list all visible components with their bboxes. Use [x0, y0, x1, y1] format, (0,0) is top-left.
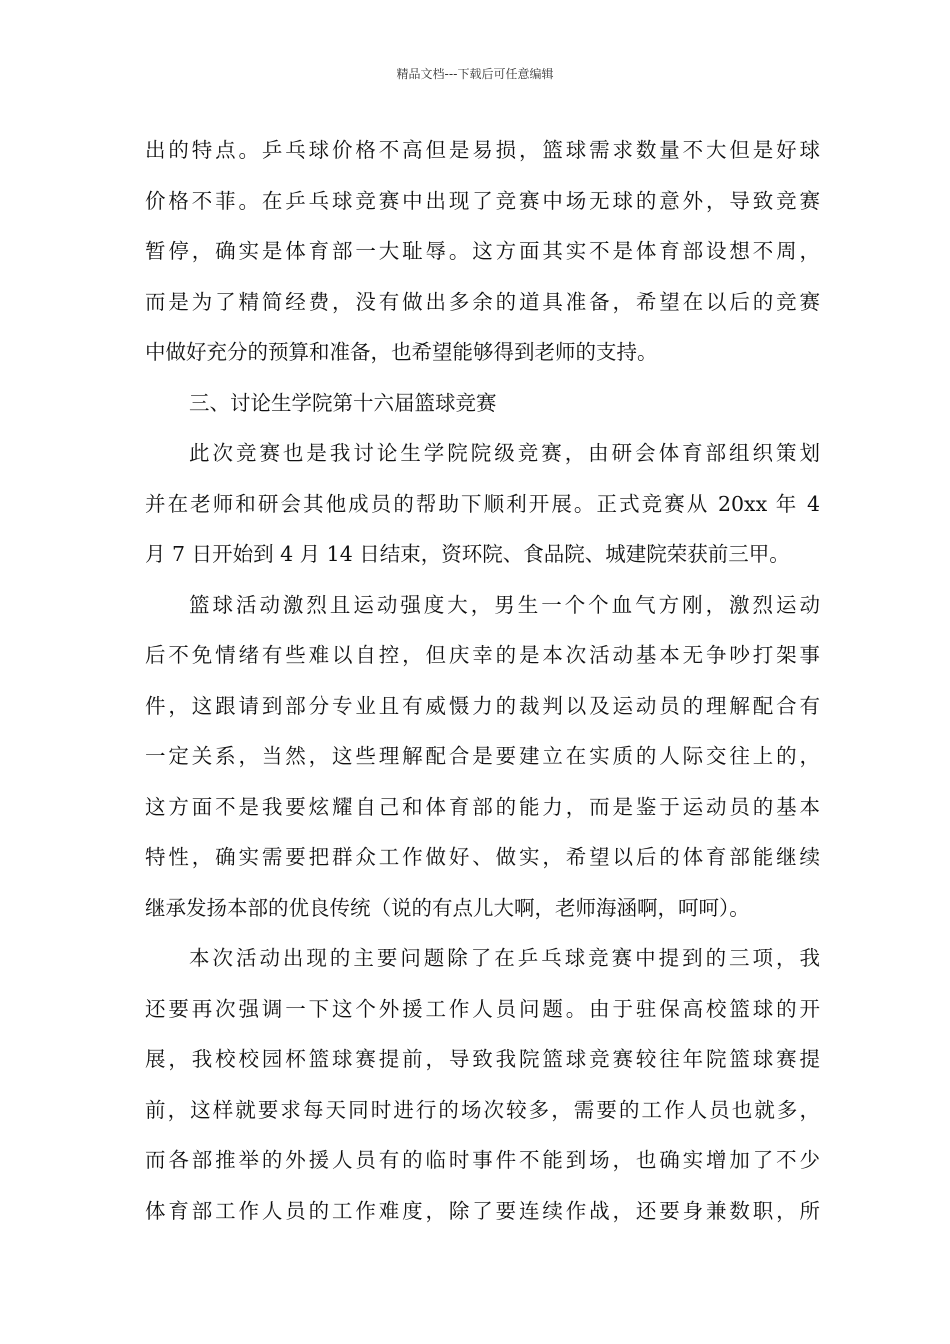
- text-line: 篮球活动激烈且运动强度大，男生一个个血气方刚，激烈运动: [189, 592, 820, 617]
- text-line: 本次活动出现的主要问题除了在乒乓球竞赛中提到的三项，我: [189, 946, 820, 970]
- text-line: 而各部推举的外援人员有的临时事件不能到场，也确实增加了不少: [145, 1148, 820, 1172]
- document-body: [145, 130, 820, 1241]
- text-line: 特性，确实需要把群众工作做好、做实，希望以后的体育部能继续: [145, 845, 820, 869]
- text-line: 并在老师和研会其他成员的帮助下顺利开展。正式竞赛从 20xx 年 4: [145, 491, 820, 516]
- text-line: 此次竞赛也是我讨论生学院院级竞赛，由研会体育部组织策划: [189, 441, 820, 465]
- text-line: 后不免情绪有些难以自控，但庆幸的是本次活动基本无争吵打架事: [145, 643, 820, 667]
- text-line: 价格不菲。在乒乓球竞赛中出现了竞赛中场无球的意外，导致竞赛: [145, 188, 820, 213]
- text-line: 前，这样就要求每天同时进行的场次较多，需要的工作人员也就多，: [145, 1097, 820, 1122]
- text-line: 继承发扬本部的优良传统（说的有点儿大啊，老师海涵啊，呵呵）。: [145, 895, 750, 920]
- text-line: 暂停，确实是体育部一大耻辱。这方面其实不是体育部设想不周，: [145, 239, 820, 263]
- text-line: 这方面不是我要炫耀自己和体育部的能力，而是鉴于运动员的基本: [145, 794, 820, 819]
- text-line: 还要再次强调一下这个外援工作人员问题。由于驻保高校篮球的开: [145, 996, 820, 1021]
- text-line: 展，我校校园杯篮球赛提前，导致我院篮球竞赛较往年院篮球赛提: [145, 1047, 820, 1071]
- text-line: 月 7 日开始到 4 月 14 日结束，资环院、食品院、城建院荣获前三甲。: [145, 542, 790, 566]
- text-line: 一定关系，当然，这些理解配合是要建立在实质的人际交往上的，: [145, 744, 820, 768]
- text-line: 而是为了精简经费，没有做出多余的道具准备，希望在以后的竞赛: [145, 289, 820, 314]
- page-header: 精品文档---下载后可任意编辑: [396, 67, 554, 81]
- text-line: 出的特点。乒乓球价格不高但是易损，篮球需求数量不大但是好球: [145, 138, 820, 162]
- text-line: 三、讨论生学院第十六届篮球竞赛: [189, 390, 497, 415]
- text-line: 件，这跟请到部分专业且有威慑力的裁判以及运动员的理解配合有: [145, 693, 820, 718]
- text-line: 体育部工作人员的工作难度，除了要连续作战，还要身兼数职，所: [145, 1198, 820, 1223]
- text-line: 中做好充分的预算和准备，也希望能够得到老师的支持。: [145, 340, 658, 364]
